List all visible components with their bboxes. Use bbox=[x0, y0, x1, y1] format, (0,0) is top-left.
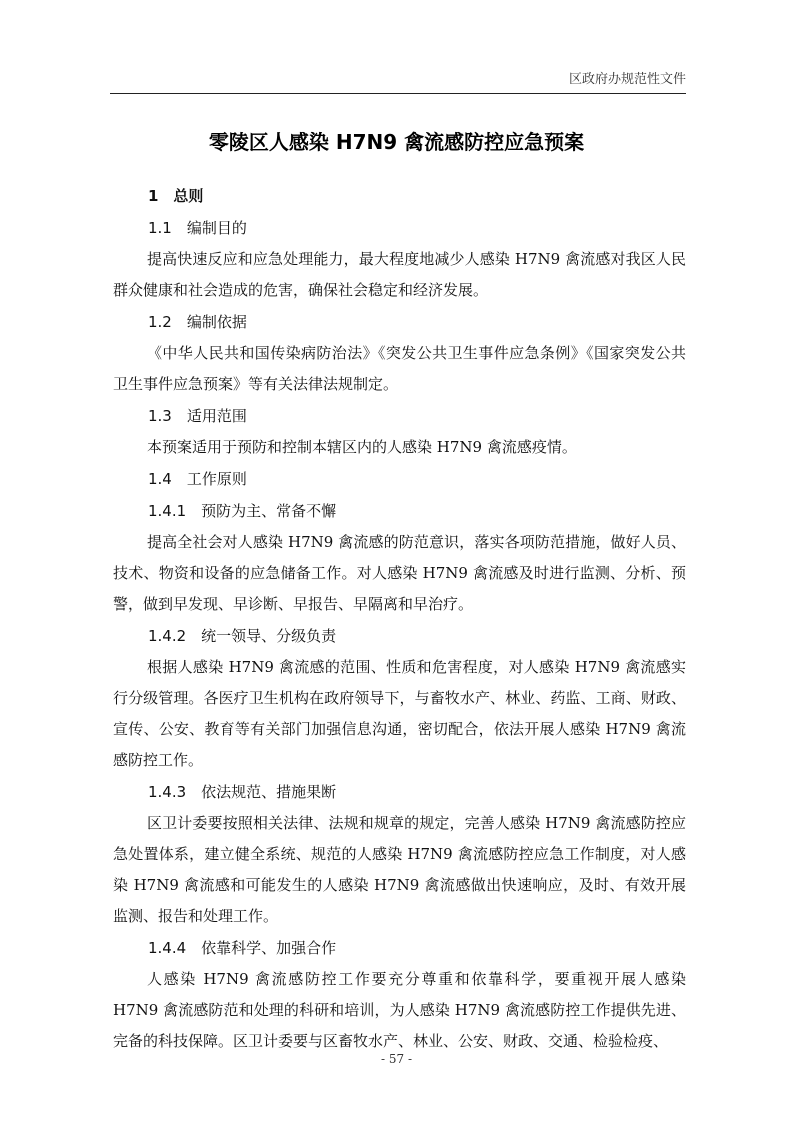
document-title: 零陵区人感染 H7N9 禽流感防控应急预案 bbox=[208, 130, 585, 154]
section-heading-1-4-3: 1.4.3 依法规范、措施果断 bbox=[148, 783, 337, 801]
paragraph-scope: 本预案适用于预防和控制本辖区内的人感染 H7N9 禽流感疫情。 bbox=[147, 438, 577, 456]
paragraph-basis: 《中华人民共和国传染病防治法》《突发公共卫生事件应急条例》《国家突发公共卫生事件应急预案》等有关法律法规制定。 bbox=[113, 344, 686, 393]
section-heading-1-4-1: 1.4.1 预防为主、常备不懈 bbox=[148, 502, 337, 520]
section-heading-1-4: 1.4 工作原则 bbox=[148, 470, 247, 488]
section-heading-1-4-4: 1.4.4 依靠科学、加强合作 bbox=[148, 939, 337, 957]
header-rule bbox=[110, 93, 686, 94]
running-header: 区政府办规范性文件 bbox=[568, 72, 686, 87]
section-heading-1-1: 1.1 编制目的 bbox=[148, 219, 247, 237]
paragraph-leadership: 根据人感染 H7N9 禽流感的范围、性质和危害程度，对人感染 H7N9 禽流感实行分级管理。各医疗卫生机构在政府领导下，与畜牧水产、林业、药监、工商、财政、宣传、公安、教育等有关部门加强信息沟通，密切配合，依法开展人感染 H7N9 禽流感防控工作。 bbox=[113, 658, 686, 769]
paragraph-purpose: 提高快速反应和应急处理能力，最大程度地减少人感染 H7N9 禽流感对我区人民群众健康和社会造成的危害，确保社会稳定和经济发展。 bbox=[113, 250, 686, 299]
section-heading-1-2: 1.2 编制依据 bbox=[148, 313, 247, 331]
section-heading-1-4-2: 1.4.2 统一领导、分级负责 bbox=[148, 627, 337, 645]
section-heading-1-3: 1.3 适用范围 bbox=[148, 407, 247, 425]
section-heading-1: 1 总则 bbox=[148, 187, 204, 205]
page-number: - 57 - bbox=[380, 1052, 412, 1066]
document-body bbox=[113, 180, 686, 1057]
paragraph-science-cooperation: 人感染 H7N9 禽流感防控工作要充分尊重和依靠科学，要重视开展人感染 H7N9 禽流感防范和处理的科研和培训，为人感染 H7N9 禽流感防控工作提供先进、完备的科技保障。区卫计委要与区畜牧水产、林业、公安、财政、交通、检验检疫、 bbox=[113, 970, 686, 1050]
paragraph-lawful-measures: 区卫计委要按照相关法律、法规和规章的规定，完善人感染 H7N9 禽流感防控应急处置体系，建立健全系统、规范的人感染 H7N9 禽流感防控应急工作制度，对人感染 H7N9 禽流感和可能发生的人感染 H7N9 禽流感做出快速响应，及时、有效开展监测、报告和处理工作。 bbox=[113, 814, 686, 925]
paragraph-prevention: 提高全社会对人感染 H7N9 禽流感的防范意识，落实各项防范措施，做好人员、技术、物资和设备的应急储备工作。对人感染 H7N9 禽流感及时进行监测、分析、预警，做到早发现、早诊断、早报告、早隔离和早治疗。 bbox=[113, 533, 686, 613]
